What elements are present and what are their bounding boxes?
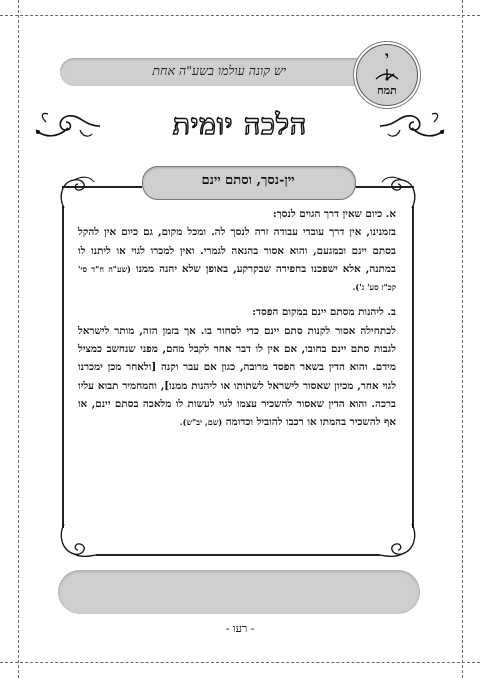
frame-right-border xyxy=(412,206,414,528)
section-2-line: לישראל לשתותו או ליהנות ממנו], והמחמיר תבוא עליו ברכה. והוא xyxy=(78,379,396,410)
medallion-word: תמח xyxy=(377,84,397,97)
medallion-letter: י xyxy=(385,48,389,66)
frame-bottom-border xyxy=(96,554,380,556)
section-1-line: בזמנינו, אין דרך עובדי עבודה זרה לנסך לה. ומכל מקום, גם xyxy=(143,226,396,239)
section-2-text xyxy=(78,322,396,432)
section-2-line: מרובה, כגון אם עבר וקנה [ולאחר מכן ימכרנו לגוי אחר, מכיון שאסור xyxy=(78,361,397,392)
section-2-line: לקבל מהם, מפני שנחשב כמציל מידם. והוא הדין בשאר הפסד xyxy=(78,343,396,374)
crop-line-right xyxy=(462,0,463,678)
crop-line-bottom xyxy=(0,662,480,663)
crop-line-left xyxy=(18,0,19,678)
section-2-line: אף להשכיר בהמתו או רכבו להוביל וכדומה xyxy=(225,416,396,429)
crop-line-top xyxy=(0,15,480,16)
frame-left-border xyxy=(62,206,64,528)
flourish-left-icon xyxy=(32,108,102,144)
section-1-line: כיום אין להקל בסתם יינם ובמגעם, והוא אסור בהנאה לגמרי. ואין xyxy=(78,226,397,257)
article-body xyxy=(78,205,396,432)
section-1-text xyxy=(78,223,396,296)
section-2-line: הדין שאסור להשכיר עצמו לגוי לעשות לו מלאכה בסתם יינם, או xyxy=(78,397,345,410)
section-2-source: (שם, יב"ש). xyxy=(179,417,223,428)
section-1-title: א. כיום שאין דרך הגוים לנסך: xyxy=(272,208,396,220)
title-block xyxy=(100,104,380,150)
page-number: - רעו - xyxy=(225,622,255,635)
clock-icon xyxy=(374,65,400,85)
footer-banner xyxy=(58,570,420,614)
corner-flourish-bottom-right-icon xyxy=(380,522,420,562)
section-2-title: ב. ליהנות מסתם יינם במקום הפסד: xyxy=(252,306,396,319)
section-2-line: לכתחילה אסור לקנות סתם יינם כדי לסחור בו. אך בזמן הזה, xyxy=(139,324,396,337)
page-title: הלכה יומית xyxy=(172,108,308,141)
subtitle: יין-נסך, וסתם יינם xyxy=(201,173,295,188)
section-2-line: מותר לישראל לגבות סתם יינם בחובו, אם אין לו דבר אחר xyxy=(78,324,396,356)
section-1-line: למכרו לגוי או ליתנו לו במתנה, אלא ישפכנו בחפירה שבקרקע, xyxy=(78,244,396,275)
flourish-right-icon xyxy=(378,108,448,144)
corner-flourish-bottom-left-icon xyxy=(56,522,96,562)
page-medallion xyxy=(356,44,418,106)
header-tagline: יש קונה עולמו בשע"ה אחת xyxy=(152,63,286,78)
section-1-source: (שע"ה ח"ד סי' קכ"ז סע' ג'). xyxy=(78,263,396,293)
section-1-line: באופן שלא יהנה ממנו xyxy=(135,262,229,275)
